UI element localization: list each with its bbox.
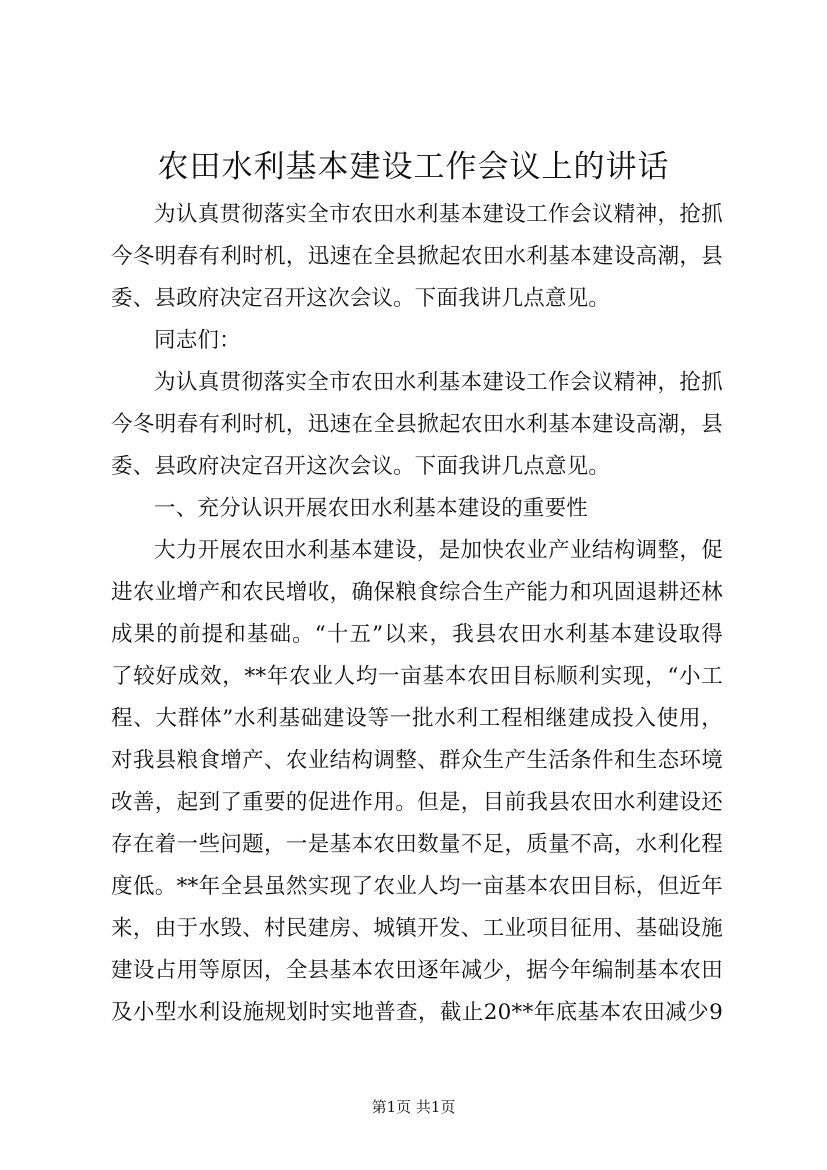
section-heading: 一、充分认识开展农田水利基本建设的重要性 [154, 496, 589, 521]
paragraph-line: 成果的前提和基础。“十五”以来，我县农田水利基本建设取得 [111, 622, 723, 647]
paragraph-line: 对我县粮食增产、农业结构调整、群众生产生活条件和生态环境 [111, 748, 723, 773]
paragraph-line: 度低。**年全县虽然实现了农业人均一亩基本农田目标，但近年 [111, 874, 723, 899]
paragraph-line: 为认真贯彻落实全市农田水利基本建设工作会议精神，抢抓 [154, 202, 723, 227]
paragraph-line: 大力开展农田水利基本建设，是加快农业产业结构调整，促 [154, 538, 723, 563]
paragraph-line: 今冬明春有利时机，迅速在全县掀起农田水利基本建设高潮，县 [111, 244, 723, 269]
paragraph-line: 了较好成效，**年农业人均一亩基本农田目标顺利实现，“小工 [111, 664, 723, 689]
paragraph-line: 委、县政府决定召开这次会议。下面我讲几点意见。 [111, 454, 611, 479]
paragraph-line: 来，由于水毁、村民建房、城镇开发、工业项目征用、基础设施 [111, 916, 723, 941]
paragraph-line: 改善，起到了重要的促进作用。但是，目前我县农田水利建设还 [111, 790, 723, 815]
paragraph-line: 程、大群体”水利基础建设等一批水利工程相继建成投入使用， [111, 706, 723, 731]
paragraph-line: 委、县政府决定召开这次会议。下面我讲几点意见。 [111, 286, 611, 311]
paragraph-line: 今冬明春有利时机，迅速在全县掀起农田水利基本建设高潮，县 [111, 412, 723, 437]
page-number-footer: 第1页 共1页 [371, 1098, 456, 1116]
salutation-line: 同志们： [154, 328, 241, 353]
document-title: 农田水利基本建设工作会议上的讲话 [157, 149, 670, 185]
paragraph-line: 进农业增产和农民增收，确保粮食综合生产能力和巩固退耕还林 [111, 580, 723, 605]
paragraph-line: 及小型水利设施规划时实地普查，截止20**年底基本农田减少9 [111, 1000, 723, 1025]
paragraph-line: 建设占用等原因，全县基本农田逐年减少，据今年编制基本农田 [111, 958, 723, 983]
paragraph-line: 存在着一些问题，一是基本农田数量不足，质量不高，水利化程 [111, 832, 723, 857]
document-body [111, 194, 723, 1034]
paragraph-line: 为认真贯彻落实全市农田水利基本建设工作会议精神，抢抓 [154, 370, 723, 395]
